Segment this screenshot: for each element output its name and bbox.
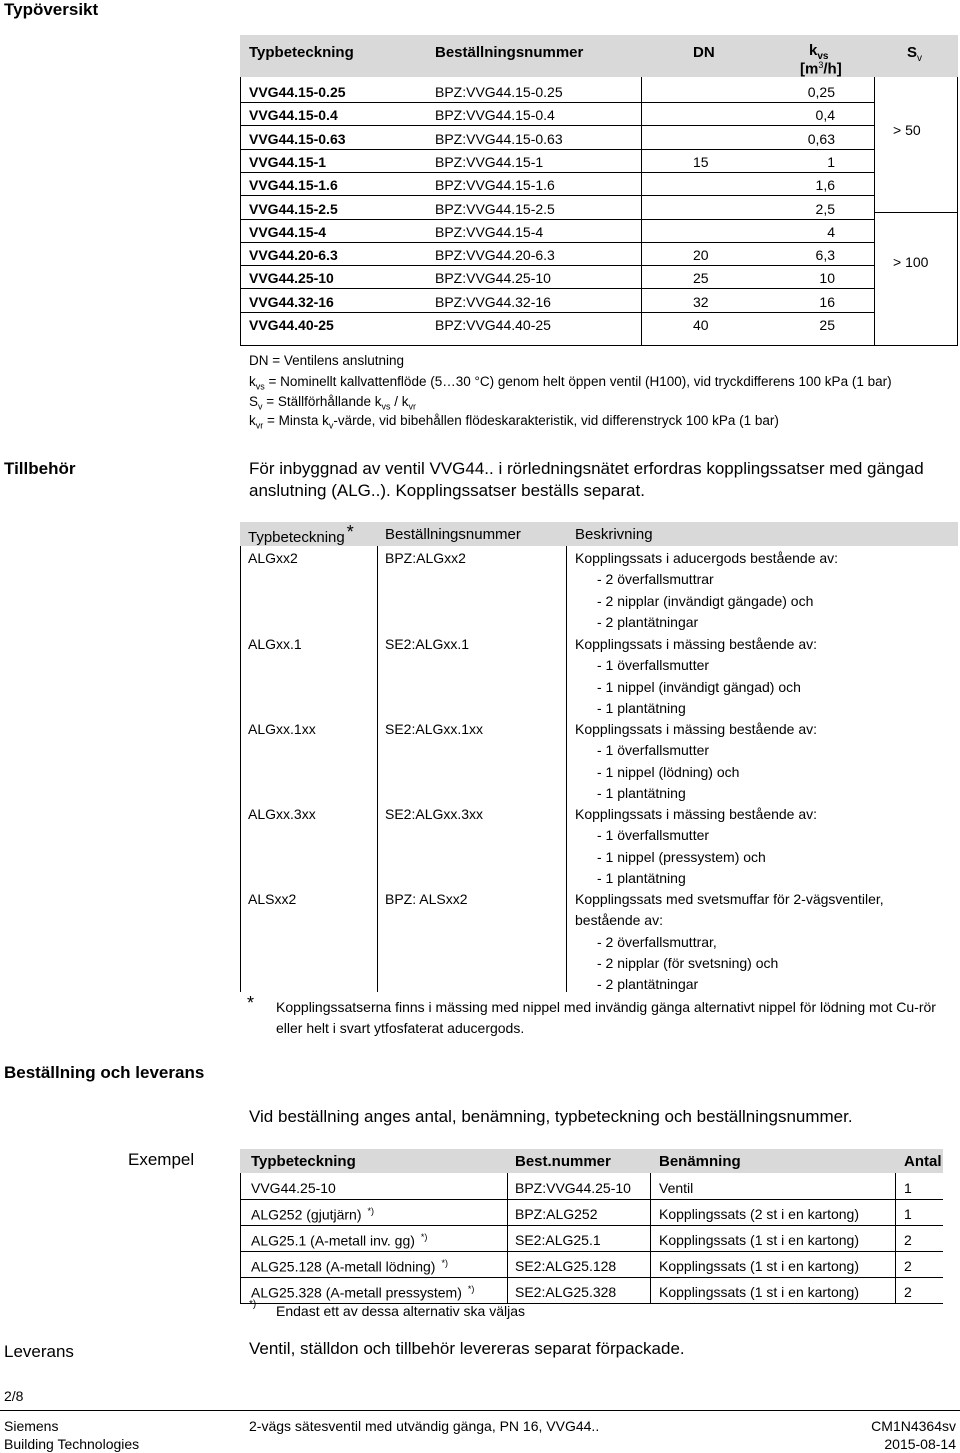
ord-header-qty: Antal: [904, 1153, 942, 1170]
header-order-no: Beställningsnummer: [435, 44, 584, 61]
ordering-footnote: Endast ett av dessa alternativ ska väljas: [276, 1303, 526, 1319]
row-divider: [240, 288, 874, 289]
ord-order-cell: SE2:ALG25.328: [515, 1284, 617, 1300]
section-title-ordering: Beställning och leverans: [4, 1063, 205, 1082]
dn-cell: 40: [693, 317, 709, 333]
ord-col-divider: [507, 1173, 508, 1304]
table-left: [240, 77, 241, 346]
acc-desc-item: - 1 nippel (invändigt gängad) och: [597, 678, 801, 695]
order-cell: BPZ:VVG44.15-2.5: [435, 200, 555, 217]
acc-desc-item: - 1 plantätning: [597, 869, 686, 886]
acc-desc-cell: [575, 548, 838, 633]
type-cell: VVG44.15-1.6: [249, 177, 338, 194]
header-kvs: $k_{vs}$: [809, 42, 829, 62]
acc-order-cell: BPZ: ALSxx2: [385, 891, 468, 907]
acc-order-cell: BPZ:ALGxx2: [385, 550, 466, 566]
type-cell: VVG44.15-0.4: [249, 107, 338, 124]
acc-desc-line: Kopplingssats i mässing bestående av:: [575, 806, 818, 822]
ord-row-divider: [240, 1251, 943, 1252]
acc-desc-item: - 1 överfallsmutter: [597, 657, 710, 674]
dn-cell: 25: [693, 270, 709, 287]
order-cell: BPZ:VVG44.15-0.25: [435, 84, 563, 100]
ord-order-cell: BPZ:ALG252: [515, 1206, 598, 1222]
acc-type-cell: ALGxx2: [248, 550, 298, 566]
ord-type-text: ALG25.328 (A-metall pressystem): [251, 1284, 462, 1301]
ord-type-text: VVG44.25-10: [251, 1180, 336, 1196]
ord-type-mark: *): [467, 1284, 475, 1294]
ord-order-cell: SE2:ALG25.1: [515, 1232, 601, 1248]
acc-desc-line: Kopplingssats med svetsmuffar för 2-vägsventiler,: [575, 891, 884, 907]
sv-divider: [874, 212, 958, 213]
acc-desc-item: - 2 nipplar (för svetsning) och: [597, 954, 779, 971]
acc-desc-item: - 1 plantätning: [597, 699, 686, 716]
acc-desc-item: - 1 överfallsmutter: [597, 742, 710, 759]
ord-order-cell: SE2:ALG25.128: [515, 1258, 617, 1274]
row-divider: [240, 312, 874, 313]
dn-group-cell: 15: [693, 153, 709, 170]
acc-desc-cell: [575, 634, 817, 719]
order-cell: BPZ:VVG44.25-10: [435, 270, 551, 287]
acc-desc-cell: [575, 889, 884, 995]
row-divider: [240, 125, 874, 126]
type-cell: VVG44.20-6.3: [249, 247, 338, 264]
row-divider: [240, 172, 874, 173]
ord-row-divider: [240, 1225, 943, 1226]
footer-rule: [0, 1410, 960, 1411]
sv-group-1: > 50: [893, 122, 921, 138]
type-cell: VVG44.32-16: [249, 293, 334, 310]
ord-type-mark: *): [441, 1258, 448, 1268]
accessories-intro: För inbyggnad av ventil VVG44.. i rörledningsnätet erfordras kopplingssatser med gängad anslutning (ALG..). Kopplingssatser beställs separat.: [249, 459, 924, 500]
section-label-delivery: Leverans: [4, 1342, 74, 1361]
kvs-cell: 16: [819, 293, 835, 310]
acc-desc-line: Kopplingssats i aducergods bestående av:: [575, 550, 839, 566]
order-cell: BPZ:VVG44.15-0.63: [435, 130, 563, 147]
accessories-footnote: Kopplingssatserna finns i mässing med nippel med invändig gänga alternativt nippel för lödning mot Cu-rör eller helt i svart ytfosfaterat aducergods.: [276, 999, 936, 1036]
footer-company: Siemens: [4, 1418, 59, 1434]
ordering-example-table: [240, 1149, 943, 1304]
acc-desc-line: bestående av:: [575, 912, 663, 929]
kvs-cell: 0,25: [807, 84, 835, 100]
kvs-cell: 0,4: [815, 107, 835, 124]
acc-header-type: Typbeteckning *: [248, 522, 354, 546]
footer-division: Building Technologies: [4, 1436, 140, 1452]
dn-cell: 20: [693, 247, 709, 264]
ord-type-mark: *): [420, 1232, 428, 1242]
ord-name-cell: Kopplingssats (1 st i en kartong): [659, 1232, 859, 1248]
ord-type-cell: [251, 1284, 474, 1301]
col-divider: [641, 77, 642, 346]
acc-header-desc: Beskrivning: [575, 526, 653, 543]
ord-row-divider: [240, 1277, 943, 1278]
acc-col-divider: [377, 546, 378, 992]
section-title-accessories: Tillbehör: [4, 459, 76, 478]
acc-desc-cell: [575, 804, 817, 889]
acc-desc-line: Kopplingssats i mässing bestående av:: [575, 636, 818, 652]
acc-desc-item: - 2 överfallsmuttrar,: [597, 933, 717, 950]
acc-col-divider: [566, 546, 567, 992]
order-cell: BPZ:VVG44.20-6.3: [435, 247, 555, 264]
ord-order-cell: BPZ:VVG44.25-10: [515, 1180, 631, 1196]
ord-header-order-no: Best.nummer: [515, 1153, 611, 1170]
note-sv: $S_v$ = Ställförhållande $k_{vs} / k_{vr}$: [249, 394, 416, 412]
ord-type-cell: [251, 1206, 374, 1223]
header-dn: DN: [693, 44, 715, 61]
acc-desc-item: - 1 nippel (pressystem) och: [597, 848, 766, 865]
type-cell: VVG44.15-4: [249, 223, 327, 240]
acc-type-cell: ALGxx.1: [248, 636, 302, 652]
acc-desc-item: - 1 nippel (lödning) och: [597, 763, 740, 780]
type-table-header: [240, 35, 958, 77]
ord-type-text: ALG25.128 (A-metall lödning): [251, 1258, 436, 1275]
ord-qty-cell: 2: [904, 1284, 912, 1300]
kvs-cell: 0,63: [807, 130, 835, 147]
acc-desc-line: Kopplingssats i mässing bestående av:: [575, 721, 818, 737]
order-cell: BPZ:VVG44.32-16: [435, 293, 551, 310]
ord-name-cell: Kopplingssats (1 st i en kartong): [659, 1258, 859, 1274]
note-kvs: $k_{vs}$ = Nominellt kallvattenflöde (5…30 °C) genom helt öppen ventil (H100), vid tryckdifferens 100 kPa (1 bar): [249, 374, 892, 392]
ord-type-cell: [251, 1258, 448, 1275]
ord-col-divider: [895, 1173, 896, 1304]
row-divider: [240, 242, 874, 243]
accessories-table: [240, 522, 958, 992]
acc-type-cell: ALGxx.1xx: [248, 721, 316, 737]
ordering-text: Vid beställning anges antal, benämning, typbeteckning och beställningsnummer.: [249, 1107, 853, 1126]
ord-type-mark: *): [367, 1206, 375, 1216]
ord-type-cell: [251, 1180, 336, 1196]
note-dn: DN = Ventilens anslutning: [249, 353, 404, 368]
order-cell: BPZ:VVG44.15-4: [435, 223, 544, 240]
acc-desc-item: - 2 överfallsmuttrar: [597, 571, 714, 588]
section-label-example: Exempel: [128, 1150, 195, 1169]
ord-qty-cell: 1: [904, 1206, 912, 1222]
type-cell: VVG44.40-25: [249, 317, 334, 333]
row-divider: [240, 195, 874, 196]
footer-title: 2-vägs sätesventil med utvändig gänga, PN 16, VVG44..: [249, 1418, 600, 1434]
ord-type-text: ALG25.1 (A-metall inv. gg): [251, 1232, 415, 1249]
acc-order-cell: SE2:ALGxx.3xx: [385, 806, 484, 822]
ord-header-type: Typbeteckning: [251, 1153, 356, 1170]
ord-name-cell: Ventil: [659, 1180, 694, 1196]
acc-desc-item: - 2 plantätningar: [597, 976, 699, 993]
row-divider: [240, 265, 874, 266]
acc-desc-item: - 2 nipplar (invändigt gängade) och: [597, 592, 814, 609]
acc-desc-item: - 1 överfallsmutter: [597, 827, 710, 844]
acc-order-cell: SE2:ALGxx.1xx: [385, 721, 484, 737]
order-cell: BPZ:VVG44.15-1.6: [435, 177, 555, 194]
ord-qty-cell: 2: [904, 1258, 912, 1274]
ord-type-text: ALG252 (gjutjärn): [251, 1206, 362, 1223]
acc-type-cell: ALSxx2: [248, 891, 297, 907]
note-kvr: $k_{vr}$ = Minsta $k_v$-värde, vid bibehållen flödeskarakteristik, vid differenstryck 100 kPa (1 bar): [249, 413, 779, 431]
type-cell: VVG44.15-2.5: [249, 200, 338, 217]
type-cell: VVG44.25-10: [249, 270, 334, 287]
type-overview-table: [240, 35, 958, 346]
acc-order-cell: SE2:ALGxx.1: [385, 636, 470, 652]
order-cell: BPZ:VVG44.40-25: [435, 317, 551, 333]
acc-desc-item: - 1 plantätning: [597, 784, 686, 801]
accessories-footnote-mark: *: [247, 993, 255, 1013]
ord-header-name: Benämning: [659, 1153, 741, 1170]
kvs-cell: 4: [827, 223, 835, 240]
dn-cell: 32: [693, 293, 709, 310]
delivery-text: Ventil, ställdon och tillbehör levereras separat förpackade.: [249, 1339, 685, 1358]
footer-date: 2015-08-14: [884, 1436, 956, 1452]
ord-col-divider: [650, 1173, 651, 1304]
type-cell: VVG44.15-0.63: [249, 130, 346, 147]
kvs-cell: 2,5: [815, 200, 835, 217]
acc-col-divider: [240, 546, 241, 992]
ord-col-divider: [240, 1173, 241, 1304]
ord-name-cell: Kopplingssats (1 st i en kartong): [659, 1284, 859, 1300]
row-divider: [240, 102, 874, 103]
section-title-overview: Typöversikt: [4, 0, 99, 19]
header-sv: $S_v$: [907, 44, 923, 64]
type-cell: VVG44.15-1: [249, 153, 327, 170]
row-divider: [240, 219, 874, 220]
page-number: 2/8: [4, 1388, 24, 1404]
kvs-cell: 10: [819, 270, 835, 287]
acc-desc-cell: [575, 719, 817, 804]
header-kvs-unit: $[m^3/h]$: [800, 60, 842, 78]
ordering-table-header: [240, 1149, 943, 1173]
acc-header-order-no: Beställningsnummer: [385, 526, 521, 543]
type-cell: VVG44.15-0.25: [249, 84, 346, 100]
footer-doc-no: CM1N4364sv: [871, 1418, 956, 1434]
ord-type-cell: [251, 1232, 427, 1249]
kvs-cell: 25: [819, 317, 835, 333]
ord-row-divider: [240, 1199, 943, 1200]
order-cell: BPZ:VVG44.15-1: [435, 153, 544, 170]
header-type: Typbeteckning: [249, 44, 354, 61]
row-divider: [240, 149, 874, 150]
kvs-cell: 1: [827, 153, 835, 170]
acc-type-cell: ALGxx.3xx: [248, 806, 316, 822]
kvs-cell: 1,6: [815, 177, 835, 194]
ord-name-cell: Kopplingssats (2 st i en kartong): [659, 1206, 859, 1222]
order-cell: BPZ:VVG44.15-0.4: [435, 107, 555, 124]
accessories-table-header: [240, 522, 958, 546]
ord-qty-cell: 1: [904, 1180, 912, 1196]
table-right: [957, 77, 958, 346]
ordering-footnote-mark: *): [249, 1299, 257, 1310]
ord-qty-cell: 2: [904, 1232, 912, 1248]
kvs-cell: 6,3: [815, 247, 835, 264]
acc-desc-item: - 2 plantätningar: [597, 613, 699, 630]
sv-group-2: > 100: [893, 254, 929, 270]
table-bottom: [240, 345, 958, 346]
